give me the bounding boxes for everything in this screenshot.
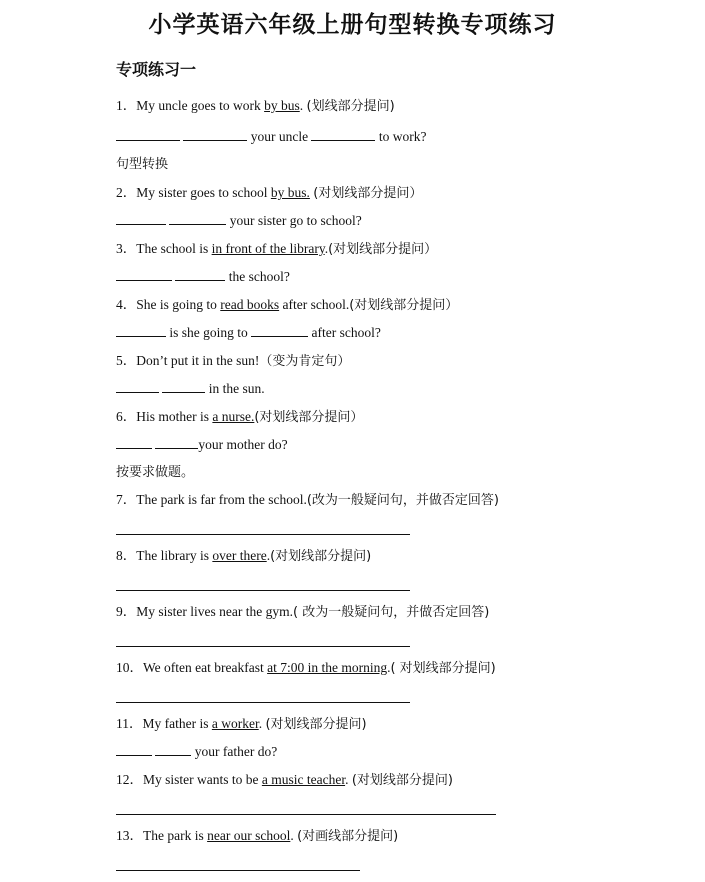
section-heading: 专项练习一 <box>116 60 197 79</box>
question-2-underlined: by bus. <box>270 185 310 200</box>
question-7-text: 7．The park is far from the school. <box>116 492 307 507</box>
question-10-text: 10．We often eat breakfast <box>116 660 268 675</box>
question-2-instruction: (对划线部分提问） <box>313 186 423 201</box>
question-9-text: 9．My sister lives near the gym. <box>116 604 293 619</box>
question-1-punct: . <box>299 98 307 113</box>
question-11-punct: . <box>258 716 266 731</box>
question-3-instruction: (对划线部分提问） <box>328 242 438 257</box>
question-10-instruction: ( 对划线部分提问) <box>390 661 496 676</box>
question-4 <box>116 296 458 315</box>
answer-line-12[interactable] <box>116 814 496 815</box>
answer-blank[interactable] <box>116 212 166 225</box>
question-12-text: 12．My sister wants to be <box>116 772 262 787</box>
question-8 <box>116 547 371 566</box>
answer-5-text: in the sun. <box>205 381 265 396</box>
answer-blank[interactable] <box>116 324 166 337</box>
question-5-text: 5．Don’t put it in the sun! <box>116 353 260 368</box>
question-2-text: 2．My sister goes to school <box>116 185 271 200</box>
answer-blank[interactable] <box>169 212 226 225</box>
question-3-text: 3．The school is <box>116 241 212 256</box>
answer-2 <box>116 212 362 230</box>
answer-4 <box>116 324 381 342</box>
heading-sentence-transform: 句型转换 <box>116 157 169 172</box>
answer-blank[interactable] <box>155 743 191 756</box>
question-4-rest: after school. <box>279 297 350 312</box>
question-12-instruction: (对划线部分提问) <box>351 773 453 788</box>
question-1-text: 1．My uncle goes to work <box>116 98 265 113</box>
answer-2-text: your sister go to school? <box>226 213 362 228</box>
question-10 <box>116 659 496 678</box>
question-4-text: 4．She is going to <box>116 297 221 312</box>
question-1-underlined: by bus <box>264 98 300 113</box>
question-13 <box>116 827 398 846</box>
question-3-underlined: in front of the library <box>211 241 325 256</box>
answer-blank[interactable] <box>175 268 225 281</box>
answer-blank[interactable] <box>311 128 375 141</box>
question-7-instruction: (改为一般疑问句，并做否定回答) <box>306 493 499 508</box>
question-11 <box>116 715 367 734</box>
question-12-underlined: a music teacher <box>261 772 346 787</box>
answer-3 <box>116 268 290 286</box>
answer-blank[interactable] <box>251 324 308 337</box>
question-6 <box>116 408 363 427</box>
answer-blank[interactable] <box>116 436 152 449</box>
question-10-underlined: at 7:00 in the morning <box>267 660 388 675</box>
answer-6-text: your mother do? <box>198 437 288 452</box>
question-8-instruction: (对划线部分提问) <box>270 549 372 564</box>
answer-blank[interactable] <box>116 268 172 281</box>
answer-3-text: the school? <box>225 269 290 284</box>
answer-11 <box>116 743 277 761</box>
question-11-underlined: a worker <box>211 716 259 731</box>
question-9-instruction: ( 改为一般疑问句，并做否定回答) <box>292 605 490 620</box>
worksheet-title: 小学英语六年级上册句型转换专项练习 <box>148 12 557 38</box>
question-1 <box>116 97 395 116</box>
question-13-underlined: near our school <box>207 828 291 843</box>
question-12-punct: . <box>345 772 352 787</box>
heading-follow-instructions: 按要求做题。 <box>116 465 195 480</box>
question-4-instruction: (对划线部分提问） <box>349 298 459 313</box>
answer-4-text-b: after school? <box>308 325 381 340</box>
question-10-punct: . <box>387 660 391 675</box>
answer-line-8[interactable] <box>116 590 410 591</box>
answer-line-7[interactable] <box>116 534 410 535</box>
question-11-text: 11．My father is <box>116 716 212 731</box>
answer-blank[interactable] <box>116 743 152 756</box>
answer-line-9[interactable] <box>116 646 410 647</box>
question-12 <box>116 771 453 790</box>
question-3-punct: . <box>324 241 329 256</box>
question-6-text: 6．His mother is <box>116 409 213 424</box>
question-1-instruction: (划线部分提问) <box>306 99 395 114</box>
answer-6 <box>116 436 288 454</box>
answer-line-13[interactable] <box>116 870 360 871</box>
question-8-underlined: over there <box>212 548 267 563</box>
answer-blank[interactable] <box>155 436 198 449</box>
question-3 <box>116 240 437 259</box>
answer-1-text-a: your uncle <box>247 129 312 144</box>
answer-1-text-b: to work? <box>375 129 427 144</box>
answer-blank[interactable] <box>116 380 159 393</box>
answer-blank[interactable] <box>116 128 180 141</box>
question-6-underlined: a nurse. <box>212 409 255 424</box>
answer-1 <box>116 128 426 146</box>
question-2 <box>116 184 422 203</box>
question-5-instruction: （变为肯定句） <box>259 354 351 369</box>
question-8-text: 8．The library is <box>116 548 213 563</box>
question-4-underlined: read books <box>220 297 280 312</box>
answer-11-text: your father do? <box>191 744 278 759</box>
answer-line-10[interactable] <box>116 702 410 703</box>
question-5 <box>116 352 350 371</box>
answer-5 <box>116 380 265 398</box>
answer-blank[interactable] <box>183 128 247 141</box>
question-8-punct: . <box>266 548 271 563</box>
answer-4-text-a: is she going to <box>166 325 252 340</box>
question-13-text: 13．The park is <box>116 828 208 843</box>
question-9 <box>116 603 489 622</box>
answer-blank[interactable] <box>162 380 205 393</box>
question-6-instruction: (对划线部分提问） <box>254 410 364 425</box>
question-11-instruction: (对划线部分提问) <box>265 717 367 732</box>
question-13-instruction: (对画线部分提问) <box>297 829 399 844</box>
question-7 <box>116 491 499 510</box>
question-13-punct: . <box>290 828 298 843</box>
